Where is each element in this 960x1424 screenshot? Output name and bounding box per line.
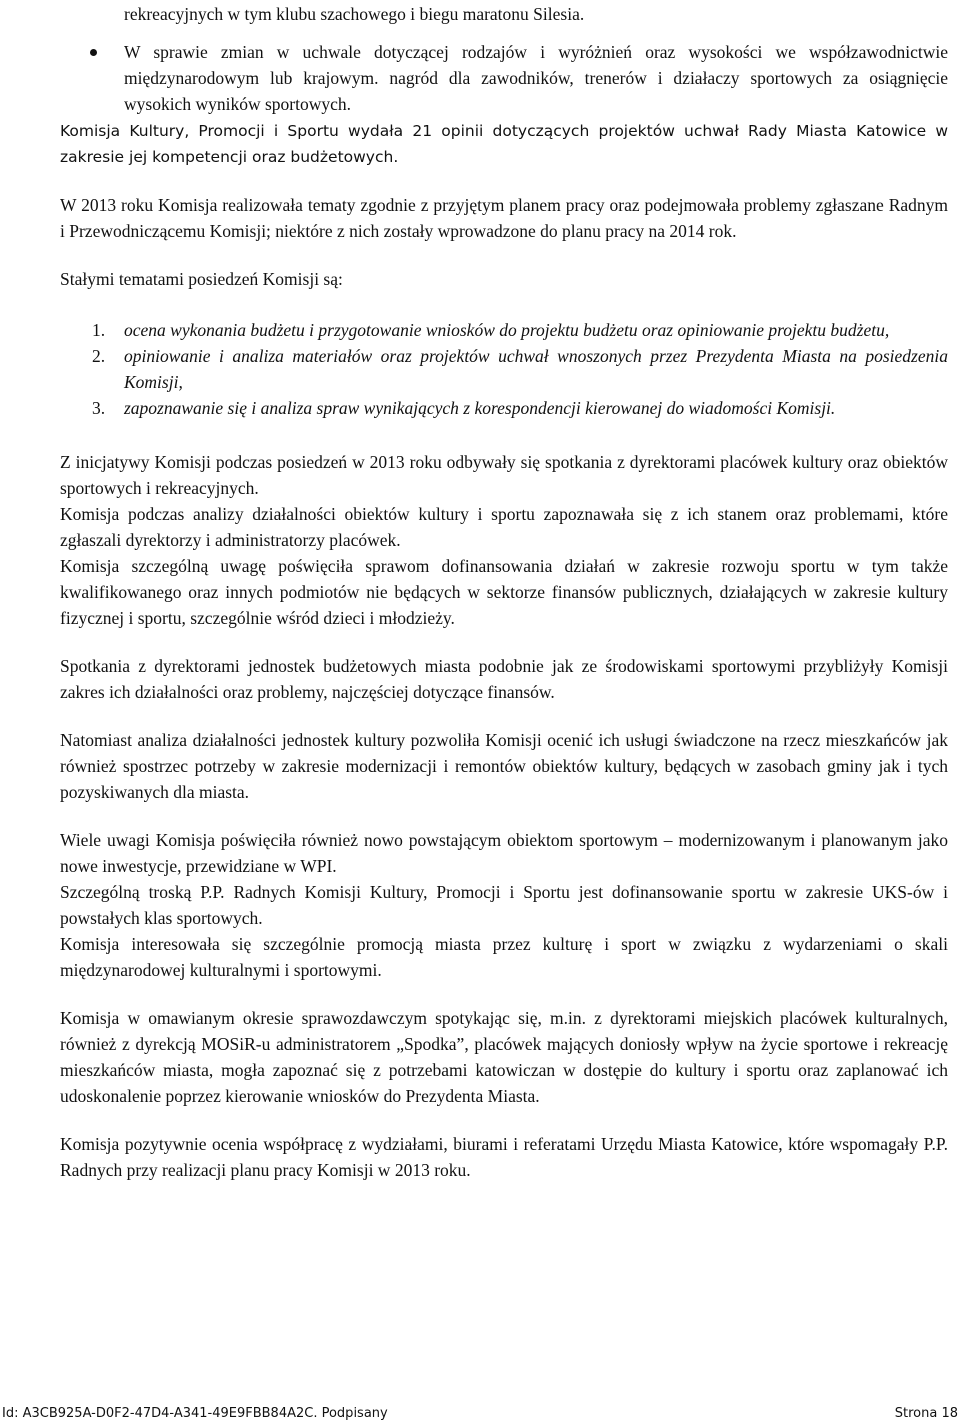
paragraph-opinions: Komisja Kultury, Promocji i Sportu wydała 21 opinii dotyczących projektów uchwał Rady Miasta Katowice w zakresie jej kompetencji oraz budżetowych. [60, 122, 948, 166]
paragraph-analysis-objects: Komisja podczas analizy działalności obiektów kultury i sportu zapoznawała się z ich stanem oraz problemami, które zgłaszali dyrektorzy i administratorzy placówek. [60, 504, 948, 550]
paragraph-culture-analysis: Natomiast analiza działalności jednostek kultury pozwoliła Komisji ocenić ich usługi świadczone na rzecz mieszkańców jak również spostrzec potrzeby w zakresie modernizacji i remontów obiektów kultury, będących w zasobach gminy jak i tych pozyskiwanych dla miasta. [60, 730, 948, 802]
paragraph-initiative: Z inicjatywy Komisji podczas posiedzeń w 2013 roku odbywały się spotkania z dyrektorami placówek kultury oraz obiektów sportowych i rekreacyjnych. [60, 452, 948, 498]
intro-line: rekreacyjnych w tym klubu szachowego i biegu maratonu Silesia. [124, 4, 585, 24]
list-number: 3. [92, 398, 106, 418]
document-body [60, 0, 948, 1183]
list-number: 2. [92, 346, 106, 366]
list-number: 1. [92, 320, 106, 340]
paragraph-reporting-period: Komisja w omawianym okresie sprawozdawczym spotykając się, m.in. z dyrektorami miejskich placówek kulturalnych, również z dyrekcją MOSiR-u administratorem „Spodka”, placówek mających doniosły wpływ na życie sportowe i rekreację mieszkańców miasta, mogła zapoznać się z potrzebami katowiczan w dostępie do kultury i sportu oraz zaplanować ich udoskonalenie poprzez kierowanie wniosków do Prezydenta Miasta. [60, 1008, 948, 1106]
paragraph-2013: W 2013 roku Komisja realizowała tematy zgodnie z przyjętym planem pracy oraz podejmowała problemy zgłaszane Radnym i Przewodniczącemu Komisji; niektóre z nich zostały wprowadzone do planu pracy na 2014 rok. [60, 195, 948, 241]
paragraph-funding: Komisja szczególną uwagę poświęciła sprawom dofinansowania działań w zakresie rozwoju sportu w tym także kwalifikowanego oraz innych podmiotów nie będących w sektorze finansów publicznych, działających w zakresie kultury fizycznej i sportu, szczególnie wśród dzieci i młodzieży. [60, 556, 948, 628]
list-item [60, 395, 948, 421]
bullet-item [60, 39, 948, 117]
bullet-dot-icon [90, 49, 97, 56]
paragraph-standing-topics: Stałymi tematami posiedzeń Komisji są: [60, 269, 343, 289]
paragraph-meetings: Spotkania z dyrektorami jednostek budżetowych miasta podobnie jak ze środowiskami sportowymi przybliżyły Komisji zakres ich działalności oraz problemy, najczęściej dotyczące finansów. [60, 656, 948, 702]
list-item [60, 317, 948, 343]
standing-topics-list [60, 317, 948, 421]
paragraph-cooperation: Komisja pozytywnie ocenia współpracę z wydziałami, biurami i referatami Urzędu Miasta Katowice, które wspomagały P.P. Radnych przy realizacji planu pracy Komisji w 2013 roku. [60, 1134, 948, 1180]
paragraph-new-facilities: Wiele uwagi Komisja poświęciła również nowo powstającym obiektom sportowym – modernizowanym i planowanym jako nowe inwestycje, przewidziane w WPI. [60, 830, 948, 876]
list-text: ocena wykonania budżetu i przygotowanie wniosków do projektu budżetu oraz opiniowanie projektu budżetu, [124, 320, 890, 340]
list-text: zapoznawanie się i analiza spraw wynikających z korespondencji kierowanej do wiadomości Komisji. [124, 398, 836, 418]
paragraph-uks-funding: Szczególną troską P.P. Radnych Komisji Kultury, Promocji i Sportu jest dofinansowanie sportu w zakresie UKS-ów i powstałych klas sportowych. [60, 882, 948, 928]
bullet-list [60, 39, 948, 117]
paragraph-promotion: Komisja interesowała się szczególnie promocją miasta przez kulturę i sport w związku z wydarzeniami o skali międzynarodowej kulturalnymi i sportowymi. [60, 934, 948, 980]
list-item [60, 343, 948, 395]
page-number: Strona 18 [894, 1406, 958, 1421]
page-footer [0, 1404, 960, 1424]
bullet-text: W sprawie zmian w uchwale dotyczącej rodzajów i wyróżnień oraz wysokości we współzawodnictwie międzynarodowym lub krajowym. nagród dla zawodników, trenerów i działaczy sportowych za osiągnięcie wysokich wyników sportowych. [124, 42, 948, 114]
list-text: opiniowanie i analiza materiałów oraz projektów uchwał wnoszonych przez Prezydenta Miasta na posiedzenia Komisji, [124, 346, 948, 392]
document-id: Id: A3CB925A-D0F2-47D4-A341-49E9FBB84A2C. Podpisany [2, 1406, 388, 1421]
